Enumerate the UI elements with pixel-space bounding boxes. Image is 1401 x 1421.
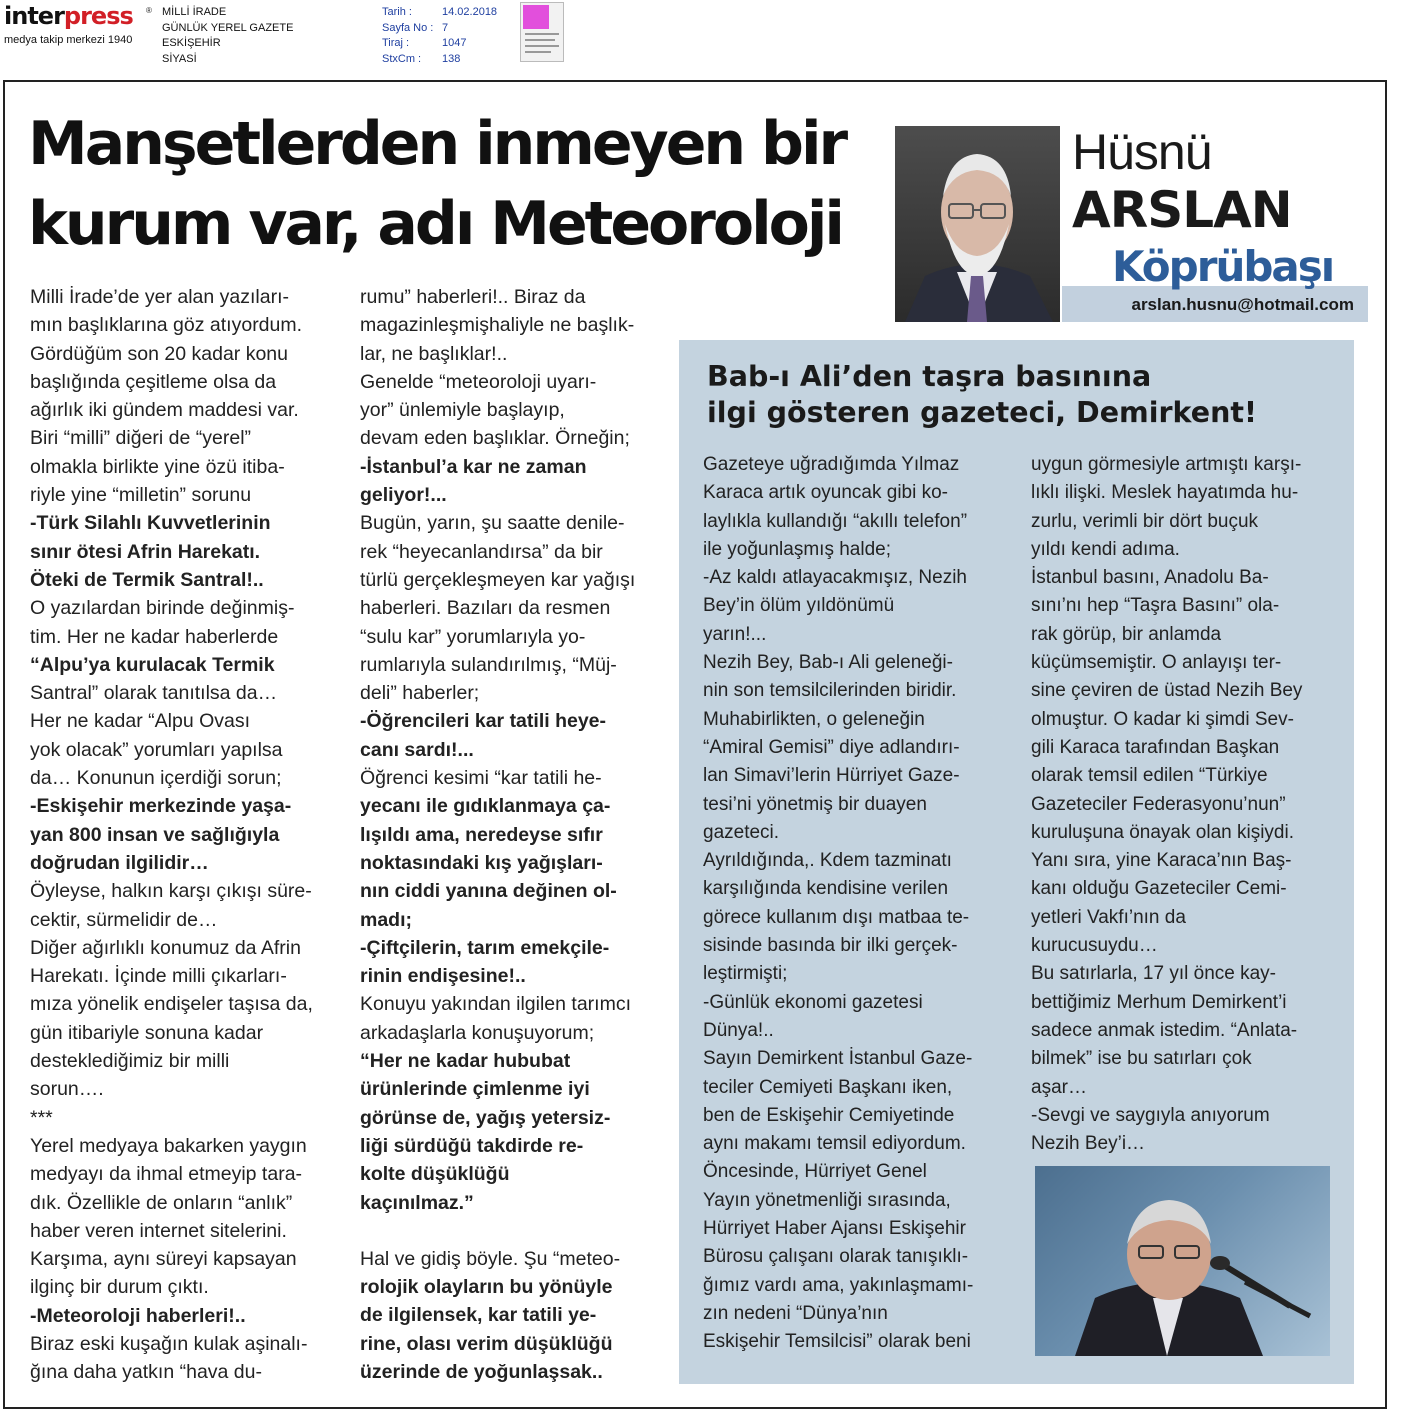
registered-mark: ®	[146, 6, 152, 15]
text-line: Ayrıldığında,. Kdem tazminatı	[703, 850, 952, 872]
text-line: -Sevgi ve saygıyla anıyorum	[1031, 1104, 1270, 1126]
text-line: Genelde “meteoroloji uyarı-	[360, 370, 597, 393]
text-line: lıklı ilişki. Meslek hayatımda hu-	[1031, 482, 1299, 504]
text-line: Biri “milli” diğeri de “yerel”	[30, 427, 252, 450]
text-line: arkadaşlarla konuşuyorum;	[360, 1021, 595, 1044]
text-line: Hal ve gidiş böyle. Şu “meteo-	[360, 1247, 621, 1270]
text-line: rumlarıyla sulandırılmış, “Müj-	[360, 653, 617, 676]
sidebar-column-2	[1031, 451, 1341, 1158]
text-line: lışıldı ama, neredeyse sıfır	[360, 823, 603, 846]
text-line: gili Karaca tarafından Başkan	[1031, 736, 1280, 758]
publication-type: GÜNLÜK YEREL GAZETE	[162, 21, 294, 34]
text-line: mıza yönelik endişeler taşısa da,	[30, 993, 313, 1016]
text-line: O yazılardan birinde değinmiş-	[30, 597, 295, 620]
text-line: Gazeteciler Federasyonu’nun”	[1031, 793, 1286, 815]
text-line: Gazeteye uğradığımda Yılmaz	[703, 454, 960, 475]
text-line: Karaca artık oyuncak gibi ko-	[703, 482, 949, 504]
text-line: da… Konunun içerdiği sorun;	[30, 767, 282, 790]
text-line: yıldı kendi adıma.	[1031, 538, 1180, 560]
text-line: Dünya!..	[703, 1019, 774, 1041]
author-last-name: ARSLAN	[1072, 181, 1292, 239]
text-line: gün itibariyle sonuna kadar	[30, 1021, 264, 1044]
text-line: “Her ne kadar hububat	[360, 1050, 571, 1073]
text-line: gazeteci.	[703, 821, 780, 843]
text-line: aşar…	[1031, 1076, 1087, 1098]
text-line: karşılığında kendisine verilen	[703, 878, 949, 900]
text-line: madı;	[360, 908, 413, 931]
text-line: de ilgilensek, kar tatili ye-	[360, 1304, 597, 1327]
text-line: -Günlük ekonomi gazetesi	[703, 991, 923, 1013]
article-column-2	[360, 283, 668, 1386]
text-line: Öyleyse, halkın karşı çıkışı süre-	[30, 880, 312, 903]
text-line: Her ne kadar “Alpu Ovası	[30, 710, 251, 733]
text-line: geliyor!...	[360, 484, 447, 507]
text-line: medyayı da ihmal etmeyip tara-	[30, 1163, 303, 1186]
sidebar-column-1	[703, 451, 1021, 1357]
text-line: riyle yine “milletin” sorunu	[30, 484, 252, 507]
article-column-1	[30, 283, 330, 1387]
text-line: uygun görmesiyle artmıştı karşı-	[1031, 454, 1302, 475]
text-line: -İstanbul’a kar ne zaman	[360, 455, 587, 478]
text-line: Muhabirlikten, o geleneğin	[703, 708, 925, 730]
text-line: haberleri. Bazıları da resmen	[360, 597, 611, 620]
meta-row: StxCm : 138	[382, 52, 461, 65]
text-line: Harekatı. İçinde milli çıkarları-	[30, 965, 287, 988]
text-line: üzerinde de yoğunlaşsak..	[360, 1360, 603, 1383]
text-line: aynı makamı temsil ediyordum.	[703, 1133, 966, 1155]
text-line: Diğer ağırlıklı konumuz da Afrin	[30, 936, 301, 959]
text-line: bilmek” ise bu satırları çok	[1031, 1048, 1252, 1070]
text-line: Konuyu yakından ilgilen tarımcı	[360, 993, 631, 1016]
text-line: liği sürdüğü takdirde re-	[360, 1134, 584, 1157]
text-line: -Öğrencileri kar tatili heye-	[360, 710, 607, 733]
text-line: ğımız vardı ama, yakınlaşmamı-	[703, 1274, 974, 1296]
text-line: Biraz eski kuşağın kulak aşinalı-	[30, 1332, 308, 1355]
text-line: magazinleşmişhaliyle ne başlık-	[360, 314, 635, 337]
text-line: rak görüp, bir anlamda	[1031, 623, 1222, 645]
text-line: rine, olası verim düşüklüğü	[360, 1332, 613, 1355]
text-line: “Amiral Gemisi” diye adlandırı-	[703, 736, 960, 758]
meta-row: Tiraj : 1047	[382, 37, 467, 49]
text-line: görünse de, yağış yetersiz-	[360, 1106, 611, 1129]
text-line: zurlu, verimli bir dört buçuk	[1031, 510, 1259, 532]
meta-row: Tarih : 14.02.2018	[382, 6, 498, 18]
text-line: Gördüğüm son 20 kadar konu	[30, 342, 288, 365]
page-thumbnail	[520, 2, 564, 62]
text-line: Bugün, yarın, şu saatte denile-	[360, 512, 625, 535]
text-line: zın nedeni “Dünya’nın	[703, 1302, 888, 1324]
text-line: kanı olduğu Gazeteciler Cemi-	[1031, 878, 1287, 900]
text-line: tesi’ni yönetmiş bir duayen	[703, 793, 927, 815]
text-line: ürünlerinde çimlenme iyi	[360, 1078, 590, 1101]
text-line: Bey’in ölüm yıldönümü	[703, 595, 895, 617]
text-line: yor” ünlemiyle başlayıp,	[360, 399, 565, 422]
text-line: türlü gerçekleşmeyen kar yağışı	[360, 568, 636, 591]
text-line: kaçınılmaz.”	[360, 1191, 474, 1214]
text-line: Hürriyet Haber Ajansı Eskişehir	[703, 1218, 966, 1240]
text-line: nın ciddi yanına değinen ol-	[360, 880, 617, 903]
interpress-logo	[4, 4, 154, 48]
text-line: Santral” olarak tanıtılsa da…	[30, 682, 278, 705]
text-line: teciler Cemiyeti Başkanı iken,	[703, 1076, 953, 1098]
text-line: sadece anmak istedim. “Anlata-	[1031, 1019, 1298, 1041]
text-line: ağırlık iki gündem maddesi var.	[30, 399, 299, 422]
text-line: dık. Özellikle de onların “anlık”	[30, 1191, 293, 1214]
text-line: yan 800 insan ve sağlığıyla	[30, 823, 280, 846]
logo-tagline: medya takip merkezi 1940	[4, 34, 133, 46]
text-line: sorun….	[30, 1078, 104, 1101]
text-line: olmakla birlikte yine özü itiba-	[30, 455, 285, 478]
text-line: lan Simavi’lerin Hürriyet Gaze-	[703, 765, 960, 787]
logo-wordmark: interpress	[4, 2, 133, 30]
text-line: ile yoğunlaşmış halde;	[703, 538, 891, 560]
text-line: -Türk Silahlı Kuvvetlerinin	[30, 512, 271, 535]
text-line: ***	[30, 1106, 53, 1129]
sidebar-title: Bab-ı Ali’den taşra basınına ilgi gösteren gazeteci, Demirkent!	[707, 360, 1257, 429]
thumbnail-highlight	[523, 5, 549, 29]
text-line: cektir, sürmelidir de…	[30, 908, 218, 931]
text-line: kurucusuydu…	[1031, 935, 1158, 957]
author-email: arslan.husnu@hotmail.com	[1131, 295, 1354, 314]
text-line: Nezih Bey’i…	[1031, 1133, 1146, 1155]
author-photo	[895, 126, 1060, 322]
text-line: Yayın yönetmenliği sırasında,	[703, 1189, 951, 1211]
text-line: yarın!...	[703, 623, 767, 645]
text-line: kuruluşuna önayak olan kişiydi.	[1031, 821, 1294, 843]
text-line: başlığında çeşitleme olsa da	[30, 370, 277, 393]
text-line: -Eskişehir merkezinde yaşa-	[30, 795, 292, 818]
text-line: ilginç bir durum çıktı.	[30, 1276, 209, 1299]
text-line: Milli İrade’de yer alan yazıları-	[30, 286, 290, 308]
text-line: nin son temsilcilerinden biridir.	[703, 680, 957, 702]
text-line: kolte düşüklüğü	[360, 1163, 510, 1186]
text-line: lar, ne başlıklar!..	[360, 342, 508, 365]
text-line: canı sardı!...	[360, 738, 474, 761]
text-line: sınır ötesi Afrin Harekatı.	[30, 540, 261, 563]
author-first-name: Hüsnü	[1072, 124, 1212, 180]
text-line: Eskişehir Temsilcisi” olarak beni	[703, 1331, 971, 1353]
text-line: rinin endişesine!..	[360, 965, 526, 988]
text-line: Sayın Demirkent İstanbul Gaze-	[703, 1048, 973, 1070]
text-line: devam eden başlıklar. Örneğin;	[360, 427, 630, 450]
column-name: Köprübaşı	[1112, 242, 1334, 291]
text-line: yecanı ile gıdıklanmaya ça-	[360, 795, 611, 818]
demirkent-photo	[1035, 1166, 1330, 1356]
text-line: “Alpu’ya kurulacak Termik	[30, 653, 275, 676]
publication-name: MİLLİ İRADE	[162, 6, 227, 18]
text-line: Karşıma, aynı süreyi kapsayan	[30, 1248, 297, 1271]
text-line: noktasındaki kış yağışları-	[360, 851, 603, 874]
publication-city: ESKİŞEHİR	[162, 37, 221, 49]
text-line: sisinde basında bir ilki gerçek-	[703, 935, 958, 957]
text-line: -Çiftçilerin, tarım emekçile-	[360, 936, 610, 959]
text-line: sını’nı hep “Taşra Basını” ola-	[1031, 595, 1280, 617]
text-line: yok olacak” yorumları yapılsa	[30, 738, 283, 761]
text-line: haber veren internet sitelerini.	[30, 1219, 287, 1242]
text-line: leştirmişti;	[703, 963, 788, 985]
text-line: Nezih Bey, Bab-ı Ali geleneği-	[703, 652, 953, 674]
text-line: rumu” haberleri!.. Biraz da	[360, 286, 586, 308]
text-line: Öteki de Termik Santral!..	[30, 568, 264, 591]
text-line: mın başlıklarına göz atıyordum.	[30, 314, 303, 337]
text-line: bettiğimiz Merhum Demirkent’i	[1031, 991, 1287, 1013]
text-line: küçümsemiştir. O anlayışı ter-	[1031, 652, 1282, 674]
text-line: yetleri Vakfı’nın da	[1031, 906, 1186, 928]
text-line: -Meteoroloji haberleri!..	[30, 1304, 246, 1327]
text-line: sine çeviren de üstad Nezih Bey	[1031, 680, 1303, 702]
text-line: olmuştur. O kadar ki şimdi Sev-	[1031, 708, 1294, 730]
text-line: görece kullanım dışı matbaa te-	[703, 906, 970, 928]
text-line: ğına daha yatkın “hava du-	[30, 1361, 262, 1384]
meta-row: Sayfa No : 7	[382, 21, 449, 34]
text-line: laylıkla kullandığı “akıllı telefon”	[703, 510, 968, 532]
clipping-header	[0, 0, 1401, 72]
text-line: deli” haberler;	[360, 682, 480, 705]
text-line: “sulu kar” yorumlarıyla yo-	[360, 625, 586, 648]
text-line: Yerel medyaya bakarken yaygın	[30, 1134, 307, 1157]
text-line: Öncesinde, Hürriyet Genel	[703, 1161, 927, 1183]
publication-info	[162, 5, 293, 67]
text-line: Yanı sıra, yine Karaca’nın Baş-	[1031, 850, 1292, 872]
text-line: olarak temsil edilen “Türkiye	[1031, 765, 1268, 787]
text-line: rek “heyecanlandırsa” da bir	[360, 540, 603, 563]
text-line: Bürosu çalışanı olarak tanışıklı-	[703, 1246, 969, 1268]
text-line: doğrudan ilgilidir…	[30, 851, 209, 874]
clip-metadata	[382, 5, 497, 67]
text-line: tim. Her ne kadar haberlerde	[30, 625, 279, 648]
text-line: desteklediğimiz bir milli	[30, 1050, 230, 1073]
publication-category: SİYASİ	[162, 52, 197, 65]
text-line: İstanbul basını, Anadolu Ba-	[1031, 567, 1269, 589]
text-line: -Az kaldı atlayacakmışız, Nezih	[703, 567, 967, 589]
text-line: ben de Eskişehir Cemiyetinde	[703, 1104, 955, 1126]
text-line: Öğrenci kesimi “kar tatili he-	[360, 767, 602, 790]
article-headline: Manşetlerden inmeyen bir kurum var, adı Meteoroloji	[28, 109, 846, 259]
text-line: rolojik olayların bu yönüyle	[360, 1276, 613, 1299]
text-line: Bu satırlarla, 17 yıl önce kay-	[1031, 963, 1276, 985]
